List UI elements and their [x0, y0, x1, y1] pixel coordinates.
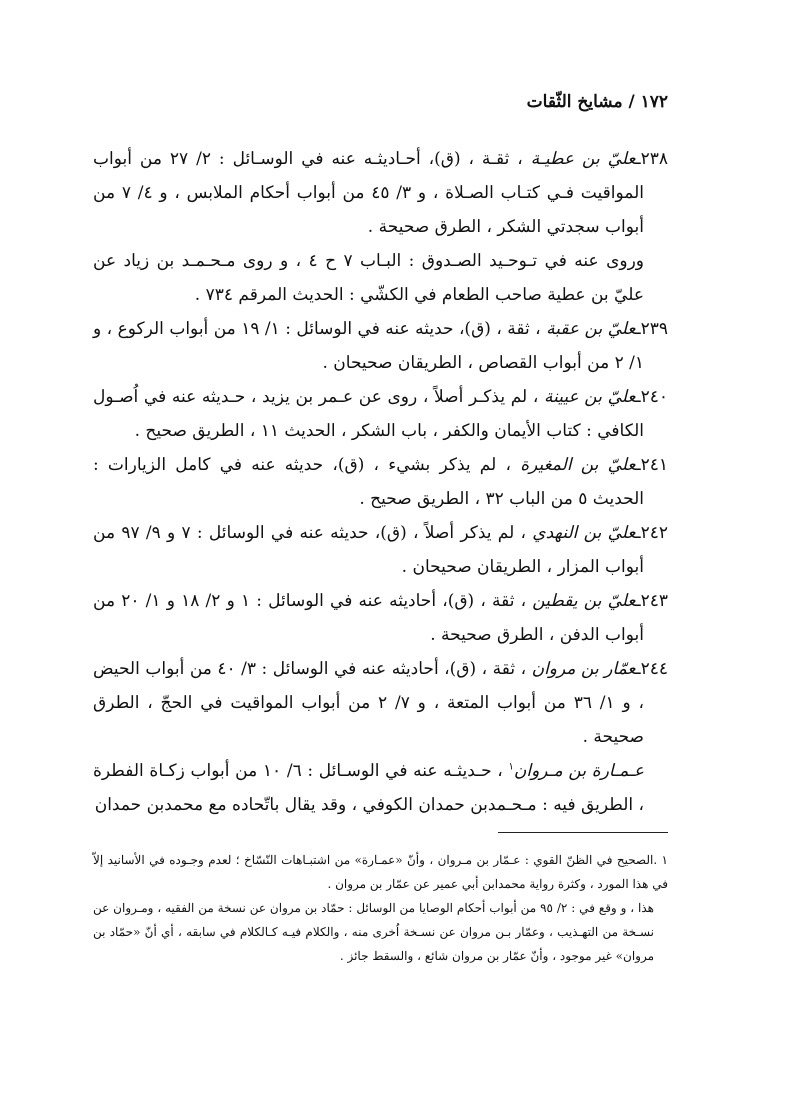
entry-238-continuation: [93, 244, 668, 312]
narrator-name: عليّ بن المغيرة: [520, 455, 636, 475]
entry-number: ٢٤٢ـ: [635, 523, 669, 543]
footnote-1-continuation: هذا ، و وقع في : ٢/ ٩٥ من أبواب أحكام الوصايا من الوسائل : حمّاد بن مروان عن نسخة من الفقيه ، ومـروان عن نسـخة من التهـذيب ، وعمّار بـن مروان عن نسـخة اُخرى منه ، والكلام فيـه كـالكلام في سابقه ، أي أنّ «حمّاد بن مروان» غير موجود ، وأنّ عمّار بن مروان شائع ، والسقط جائز .: [93, 901, 655, 963]
entry-text: ، لم يذكر بشيء ، (ق)، حديثه عنه في كامل الزيارات : الحديث ٥ من الباب ٣٢ ، الطريق صحيح .: [93, 455, 644, 509]
footnote-divider: [498, 832, 668, 833]
entry-number: ٢٣٩ـ: [635, 319, 669, 339]
narrator-name: عـمـارة بن مـروان: [513, 761, 645, 781]
narrator-name: عليّ بن النهدي: [532, 523, 636, 543]
running-head: ١٧٢ / مشايخ الثّقات: [526, 92, 668, 112]
footnotes: [93, 848, 668, 968]
entry-text: ، ثقـة ، (ق)، أحـاديثـه عنه في الوسـائل : ٢/ ٢٧ من أبواب المواقيت فـي كتـاب الصـلاة ، و ٣/ ٤٥ من أبواب أحكام الملابس ، و ٤/ ٧ من أبواب سجدتي الشكر ، الطرق صحيحة .: [93, 149, 644, 237]
narrator-name: عليّ بن عطيـة: [530, 149, 636, 169]
entry-244: [93, 652, 668, 754]
entry-number: ٢٤٠ـ: [635, 387, 668, 407]
entry-243: [93, 584, 668, 652]
entry-241: [93, 448, 668, 516]
entry-text: وروى عنه في تـوحـيد الصـدوق : البـاب ٧ ح ٤ ، و روى مـحـمـد بن زياد عن عليّ بن عطية صاحب الطعام في الكشّي : الحديث المرقم ٧٣٤ .: [93, 251, 645, 305]
narrator-name: عليّ بن يقطين: [532, 591, 636, 611]
entry-number: ٢٣٨ـ: [635, 149, 669, 169]
narrator-name: عليّ بن عيينة: [543, 387, 636, 407]
entry-text: ، حـديثـه عنه في الوسـائل : ٦/ ١٠ من أبواب زكـاة الفطرة ، الطريق فيه : مـحـمدبن حمدان الكوفي ، وقد يقال باتّحاده مع محمدبن حمدان: [93, 761, 644, 815]
entry-text: ، ثقة ، (ق)، أحاديثه عنه في الوسائل : ٣/ ٤٠ من أبواب الحيض ، و ١/ ٣٦ من أبواب المتعة ، و ٧/ ٢ من أبواب المواقيت في الحجّ ، الطرق صحيحة .: [93, 659, 644, 747]
entry-238: [93, 142, 668, 244]
entry-text: ، لم يذكـر أصلاً ، روى عن عـمر بن يزيد ، حـديثه عنه في اُصـول الكافي : كتاب الأيمان والكفر ، باب الشكر ، الحديث ١١ ، الطريق صحيح .: [93, 387, 644, 441]
narrator-name: عليّ بن عقبة: [546, 319, 636, 339]
entry-242: [93, 516, 668, 584]
entry-240: [93, 380, 668, 448]
narrator-name: عمّار بن مروان: [531, 659, 636, 679]
footnote-1: ١ .الصحيح في الظنّ القوي : عـمّار بن مـروان ، وأنّ «عمـارة» من اشتبـاهات النّسّاخ ؛ لعدم وجـوده في الأسانيد إلاّ في هذا المورد ، وكثرة رواية محمدابن أبي عمير عن عمّار بن مروان .: [93, 853, 668, 891]
entry-text: ، ثقة ، (ق)، حديثه عنه في الوسائل : ١/ ١٩ من أبواب الركوع ، و ١/ ٢ من أبواب القصاص ، الطريقان صحيحان .: [93, 319, 644, 373]
footnote-reference[interactable]: ١: [508, 761, 514, 773]
entry-number: ٢٤٣ـ: [635, 591, 668, 611]
entry-244-continuation: [93, 754, 668, 822]
entry-text: ، لم يذكر أصلاً ، (ق)، حديثه عنه في الوسائل : ٧ و ٩/ ٩٧ من أبواب المزار ، الطريقان صحيحان .: [93, 523, 644, 577]
entry-239: [93, 312, 668, 380]
entry-text: ، ثقة ، (ق)، أحاديثه عنه في الوسائل : ١ و ٢/ ١٨ و ١/ ٢٠ من أبواب الدفن ، الطرق صحيحة .: [93, 591, 644, 645]
entry-number: ٢٤٤ـ: [635, 659, 668, 679]
entry-number: ٢٤١ـ: [635, 455, 668, 475]
main-text: [93, 142, 668, 822]
